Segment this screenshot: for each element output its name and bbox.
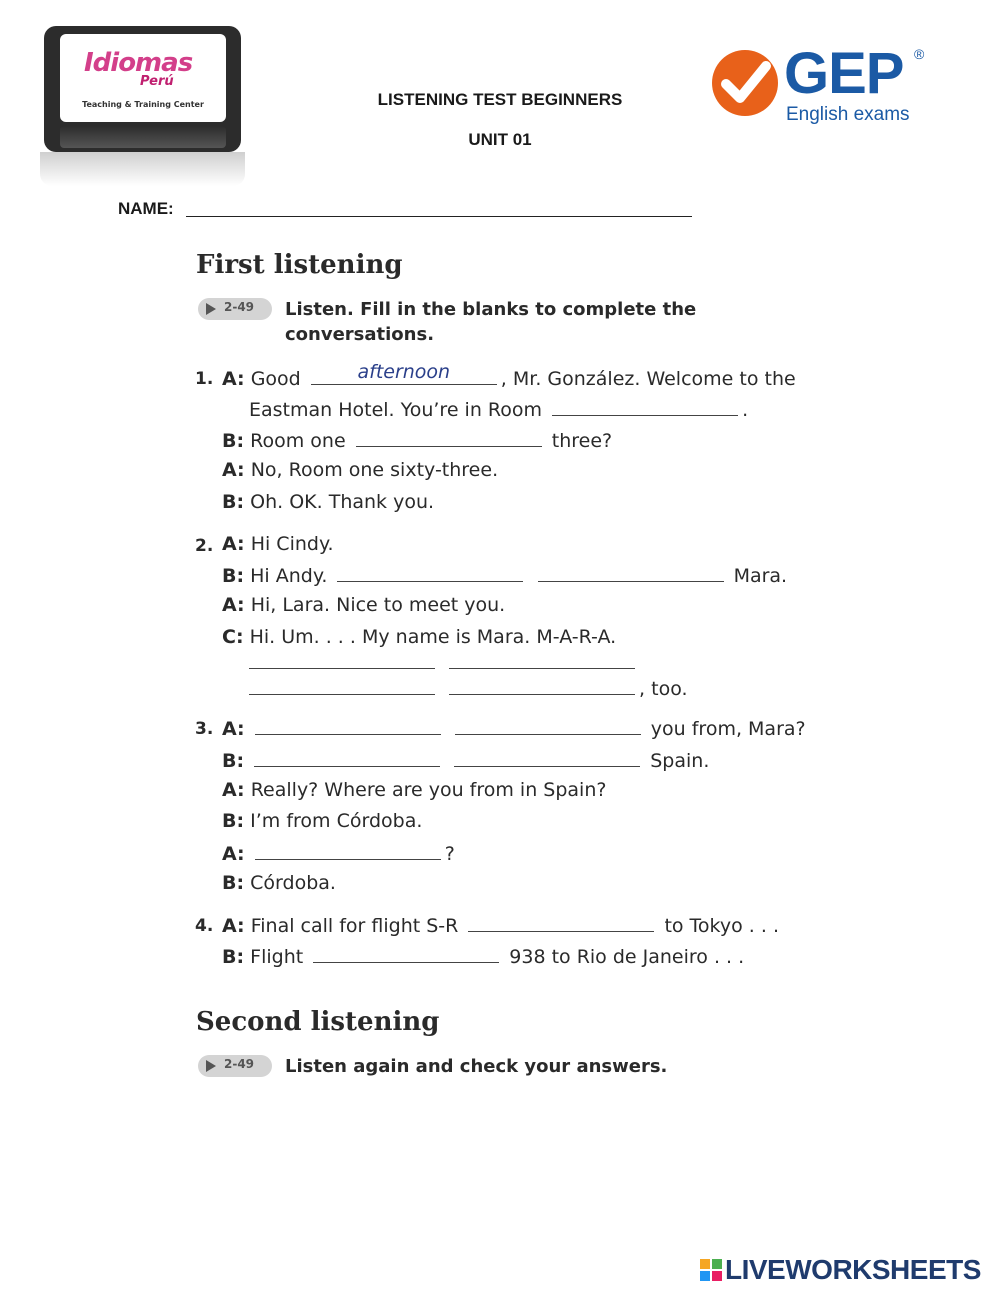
line-text: Hi Andy.: [250, 565, 328, 587]
c1-line-5: [222, 491, 434, 513]
line-text: 938 to Rio de Janeiro . . .: [509, 946, 745, 968]
line-text: you from, Mara?: [650, 718, 806, 740]
line-text: Good: [250, 368, 301, 390]
instruction-line-2: conversations.: [285, 324, 435, 345]
answer-blank-7[interactable]: [449, 650, 635, 669]
c3-line-2: [222, 748, 709, 772]
answer-blank-1[interactable]: [311, 361, 497, 385]
line-text: , too.: [639, 678, 688, 700]
speaker: C:: [222, 626, 244, 648]
audio-track-badge[interactable]: [198, 1055, 272, 1077]
answer-blank-12[interactable]: [254, 748, 440, 767]
answer-blank-5[interactable]: [538, 563, 724, 582]
instruction: [285, 297, 696, 347]
c2-line-4: [222, 626, 616, 648]
gep-check-icon: [712, 50, 778, 116]
conversation-2-number: 2.: [195, 536, 214, 556]
speaker: B:: [222, 491, 245, 513]
line-text: Hi. Um. . . . My name is Mara. M-A-R-A.: [249, 626, 617, 648]
gep-registered-mark: ®: [914, 46, 925, 62]
liveworksheets-icon: [700, 1259, 722, 1281]
speaker: A:: [222, 779, 245, 801]
line-text: Eastman Hotel. You’re in Room: [249, 399, 543, 421]
name-field[interactable]: [186, 216, 692, 217]
answer-blank-16[interactable]: [313, 944, 499, 963]
logo-shadow: [40, 152, 245, 186]
line-text: No, Room one sixty-three.: [250, 459, 499, 481]
name-label: NAME:: [118, 199, 174, 218]
line-text: Spain.: [650, 750, 710, 772]
speaker: B:: [222, 430, 245, 452]
speaker: A:: [222, 368, 245, 390]
conversation-3-number: 3.: [195, 719, 214, 739]
line-text: Really? Where are you from in Spain?: [250, 779, 607, 801]
track-number: 2-49: [224, 300, 255, 314]
first-listening-heading: First listening: [196, 250, 403, 280]
conversation-4-number: 4.: [195, 916, 214, 936]
c1-line-2: [249, 397, 748, 421]
line-text: , Mr. González. Welcome to the: [500, 368, 796, 390]
line-text: Final call for flight S-R: [250, 915, 459, 937]
speaker: B:: [222, 565, 245, 587]
liveworksheets-brand[interactable]: LIVEWORKSHEETS: [725, 1254, 981, 1285]
c4-line-2: [222, 944, 744, 968]
conversation-1-number: 1.: [195, 369, 214, 389]
c2-line-5: [245, 650, 639, 674]
line-text: Flight: [250, 946, 304, 968]
line-text: Oh. OK. Thank you.: [250, 491, 435, 513]
answer-blank-4[interactable]: [337, 563, 523, 582]
c1-line-4: [222, 459, 498, 481]
line-text: to Tokyo . . .: [664, 915, 779, 937]
c1-line-3: [222, 428, 612, 452]
line-text: three?: [551, 430, 613, 452]
second-listening-heading: Second listening: [196, 1007, 440, 1037]
gep-logo-subtitle: English exams: [786, 104, 910, 125]
line-text: Room one: [250, 430, 346, 452]
answer-blank-3[interactable]: [356, 428, 542, 447]
speaker: A:: [222, 533, 245, 555]
c2-line-1: [222, 533, 334, 555]
play-icon: [206, 303, 216, 315]
speaker: B:: [222, 872, 245, 894]
answer-blank-13[interactable]: [454, 748, 640, 767]
second-instruction: Listen again and check your answers.: [285, 1056, 668, 1077]
line-text: Mara.: [733, 565, 788, 587]
line-text: .: [742, 399, 749, 421]
answer-blank-15[interactable]: [468, 913, 654, 932]
c4-line-1: [222, 913, 779, 937]
speaker: A:: [222, 915, 245, 937]
audio-track-badge[interactable]: [198, 298, 272, 320]
c3-line-5: [222, 841, 455, 865]
c2-line-6: [245, 676, 688, 700]
speaker: A:: [222, 718, 245, 740]
line-text: Hi Cindy.: [250, 533, 334, 555]
line-text: ?: [444, 843, 455, 865]
c1-line-1: [222, 361, 796, 390]
c3-line-3: [222, 779, 606, 801]
answer-blank-14[interactable]: [255, 841, 441, 860]
c2-line-3: [222, 594, 505, 616]
speaker: B:: [222, 750, 245, 772]
speaker: A:: [222, 594, 245, 616]
track-number: 2-49: [224, 1057, 255, 1071]
answer-blank-6[interactable]: [249, 650, 435, 669]
logo-brand-sub: Perú: [140, 74, 174, 89]
line-text: Córdoba.: [250, 872, 336, 894]
instruction-line-1: Listen. Fill in the blanks to complete the: [285, 299, 697, 320]
answer-blank-11[interactable]: [455, 716, 641, 735]
speaker: A:: [222, 459, 245, 481]
speaker: B:: [222, 946, 245, 968]
play-icon: [206, 1060, 216, 1072]
unit-title: UNIT 01: [468, 130, 532, 149]
gep-logo-text: GEP: [784, 41, 904, 106]
speaker: A:: [222, 843, 245, 865]
line-text: Hi, Lara. Nice to meet you.: [250, 594, 506, 616]
c3-line-1: [222, 716, 806, 740]
c2-line-2: [222, 563, 787, 587]
speaker: B:: [222, 810, 245, 832]
logo-tagline: Teaching & Training Center: [82, 100, 204, 109]
answer-blank-9[interactable]: [449, 676, 635, 695]
c3-line-6: [222, 872, 336, 894]
c3-line-4: [222, 810, 422, 832]
line-text: I’m from Córdoba.: [250, 810, 423, 832]
logo-brand: Idiomas: [84, 48, 193, 78]
page-title: LISTENING TEST BEGINNERS: [377, 90, 623, 109]
answer-blank-10[interactable]: [255, 716, 441, 735]
answer-example: afternoon: [357, 361, 451, 383]
answer-blank-2[interactable]: [552, 397, 738, 416]
answer-blank-8[interactable]: [249, 676, 435, 695]
